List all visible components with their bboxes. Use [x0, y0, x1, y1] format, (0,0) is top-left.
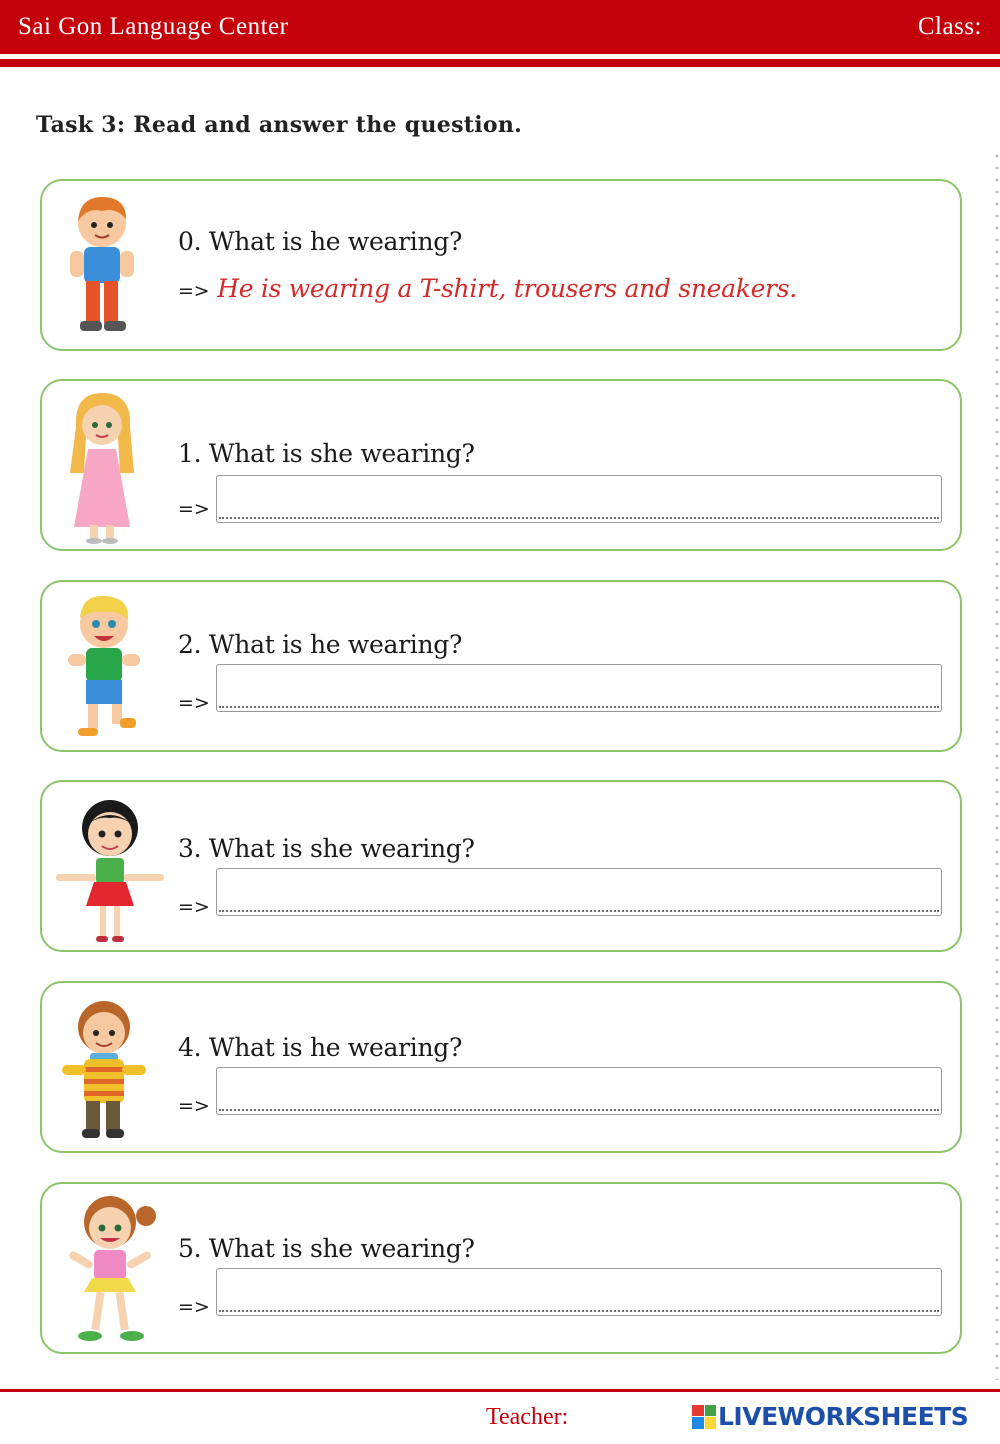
school-name: Sai Gon Language Center	[18, 13, 289, 40]
question-2-text: 2. What is he wearing?	[178, 630, 463, 659]
boy-striped-sweater-icon	[50, 989, 170, 1147]
class-label: Class:	[917, 13, 982, 40]
answer-5-arrow: =>	[178, 1296, 210, 1318]
answer-0-text: He is wearing a T-shirt, trousers and sneakers.	[217, 274, 797, 303]
answer-5-input[interactable]	[216, 1268, 942, 1316]
girl-pink-top-yellow-skirt-icon	[50, 1190, 170, 1348]
answer-4-arrow: =>	[178, 1095, 210, 1117]
answer-2-arrow: =>	[178, 692, 210, 714]
girl-pink-dress-icon	[50, 387, 170, 545]
answer-1-arrow: =>	[178, 498, 210, 520]
footer-divider	[0, 1389, 1000, 1392]
boy-green-shirt-icon	[50, 588, 170, 746]
boy-blue-shirt-icon	[50, 187, 170, 345]
answer-1-input[interactable]	[216, 475, 942, 523]
girl-green-top-red-skirt-icon	[50, 788, 170, 946]
answer-3-input[interactable]	[216, 868, 942, 916]
liveworksheets-brand: LIVEWORKSHEETS	[718, 1402, 969, 1431]
question-3-text: 3. What is she wearing?	[178, 834, 475, 863]
question-card-5	[40, 1182, 962, 1354]
question-card-0	[40, 179, 962, 351]
answer-2-input[interactable]	[216, 664, 942, 712]
question-4-text: 4. What is he wearing?	[178, 1033, 463, 1062]
header-bar	[0, 0, 1000, 54]
question-card-1	[40, 379, 962, 551]
liveworksheets-logo[interactable]	[692, 1402, 968, 1431]
question-5-text: 5. What is she wearing?	[178, 1234, 475, 1263]
answer-3-arrow: =>	[178, 896, 210, 918]
question-0-text: 0. What is he wearing?	[178, 227, 463, 256]
answer-example	[178, 274, 797, 303]
answer-0-arrow: =>	[178, 280, 210, 302]
teacher-label: Teacher:	[486, 1404, 569, 1430]
dotted-margin	[994, 150, 1000, 1380]
question-card-2	[40, 580, 962, 752]
answer-4-input[interactable]	[216, 1067, 942, 1115]
question-1-text: 1. What is she wearing?	[178, 439, 475, 468]
question-card-4	[40, 981, 962, 1153]
task-title: Task 3: Read and answer the question.	[36, 112, 523, 138]
liveworksheets-icon	[692, 1405, 716, 1429]
header-divider	[0, 59, 1000, 67]
question-card-3	[40, 780, 962, 952]
